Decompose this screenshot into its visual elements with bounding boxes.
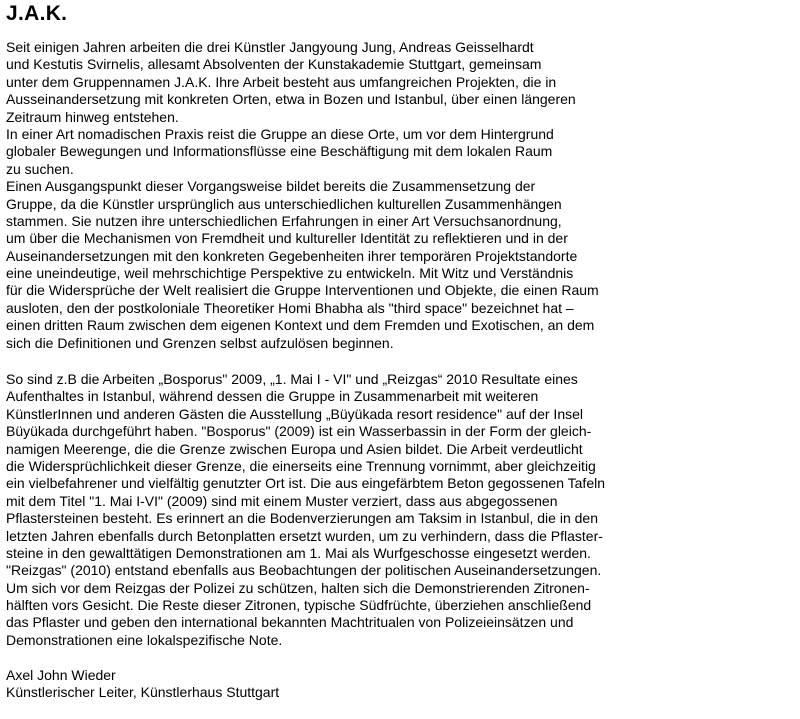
text-line: das Pflaster und geben den international bekannten Machtritualen von Polizeieinsätzen und (6, 614, 574, 631)
text-line: Einen Ausgangspunkt dieser Vorgangsweise bildet bereits die Zusammensetzung der (6, 178, 536, 195)
text-line: Auseinandersetzungen mit den konkreten Gegebenheiten ihrer temporären Projektstandorte (6, 247, 578, 264)
text-line: Um sich vor dem Reizgas der Polizei zu schützen, halten sich die Demonstrierenden Zitronen- (6, 579, 590, 596)
text-line: "Reizgas" (2010) entstand ebenfalls aus Beobachtungen der politischen Auseinandersetzungen. (6, 562, 602, 579)
text-line: sich die Definitionen und Grenzen selbst aufzulösen beginnen. (6, 334, 394, 351)
signature-block (6, 667, 279, 702)
author-role: Künstlerischer Leiter, Künstlerhaus Stuttgart (6, 684, 280, 701)
text-line: In einer Art nomadischen Praxis reist die Gruppe an diese Orte, um vor dem Hintergrund (6, 125, 554, 142)
text-line: namigen Meerenge, die die Grenze zwischen Europa und Asien bildet. Die Arbeit verdeutlicht (6, 440, 583, 457)
text-line: eine uneindeutige, weil mehrschichtige Perspektive zu entwickeln. Mit Witz und Verständnis (6, 265, 574, 282)
text-line: mit dem Titel "1. Mai I-VI" (2009) sind mit einem Muster verziert, dass aus abgegossenen (6, 492, 558, 509)
text-line: zu suchen. (6, 160, 74, 177)
text-line: ausloten, den der postkoloniale Theoretiker Homi Bhabha als "third space" bezeichnet hat – (6, 299, 574, 316)
text-line: Demonstrationen eine lokalspezifische Note. (6, 631, 283, 648)
text-line: hälften vors Gesicht. Die Reste dieser Zitronen, typische Südfrüchte, überziehen anschließend (6, 597, 592, 614)
text-line: Gruppe, da die Künstler ursprünglich aus unterschiedlichen kulturellen Zusammenhängen (6, 195, 562, 212)
text-line: Aufenthaltes in Istanbul, während dessen die Gruppe in Zusammenarbeit mit weiteren (6, 388, 539, 405)
intro-paragraph (6, 39, 599, 352)
text-line: einen dritten Raum zwischen dem eigenen Kontext und dem Fremden und Exotischen, an dem (6, 317, 595, 334)
text-line: ein vielbefahrener und vielfältig genutzter Ort ist. Die aus eingefärbtem Beton gegossenen Tafeln (6, 475, 605, 492)
text-line: unter dem Gruppennamen J.A.K. Ihre Arbeit besteht aus umfangreichen Projekten, die in (6, 73, 557, 90)
text-line: Pflastersteinen besteht. Es erinnert an die Bodenverzierungen am Taksim in Istanbul, die in den (6, 510, 598, 527)
text-line: letzten Jahren ebenfalls durch Betonplatten ersetzt wurden, um zu verhindern, dass die Pflaster- (6, 527, 603, 544)
text-line: Ausseinandersetzung mit konkreten Orten, etwa in Bozen und Istanbul, über einen längeren (6, 91, 576, 108)
text-line: So sind z.B die Arbeiten „Bosporus" 2009, „1. Mai I - VI" und „Reizgas“ 2010 Resultate eines (6, 371, 578, 387)
text-line: Büyükada durchgeführt haben. "Bosporus" (2009) ist ein Wasserbassin in der Form der gleich- (6, 423, 592, 440)
text-line: und Kestutis Svirnelis, allesamt Absolventen der Kunstakademie Stuttgart, gemeinsam (6, 56, 542, 73)
text-line: für die Widersprüche der Welt realisiert die Gruppe Interventionen und Objekte, die einen Raum (6, 282, 599, 299)
text-line: globaler Bewegungen und Informationsflüsse eine Beschäftigung mit dem lokalen Raum (6, 143, 553, 160)
text-line: um über die Mechanismen von Fremdheit und kultureller Identität zu reflektieren und in der (6, 230, 568, 247)
works-paragraph (6, 371, 605, 649)
page-title: J.A.K. (6, 2, 68, 25)
text-line: Seit einigen Jahren arbeiten die drei Künstler Jangyoung Jung, Andreas Geisselhardt (6, 39, 534, 55)
author-name: Axel John Wieder (6, 667, 116, 683)
text-line: Zeitraum hinweg entstehen. (6, 108, 179, 125)
text-line: stammen. Sie nutzen ihre unterschiedlichen Erfahrungen in einer Art Versuchsanordnung, (6, 212, 562, 229)
text-line: KünstlerInnen und anderen Gästen die Ausstellung „Büyükada resort residence" auf der Insel (6, 405, 584, 422)
text-line: steine in den gewalttätigen Demonstrationen am 1. Mai als Wurfgeschosse eingesetzt werden. (6, 544, 591, 561)
text-line: die Widersprüchlichkeit dieser Grenze, die einerseits eine Trennung vornimmt, aber gleichzeitig (6, 457, 596, 474)
